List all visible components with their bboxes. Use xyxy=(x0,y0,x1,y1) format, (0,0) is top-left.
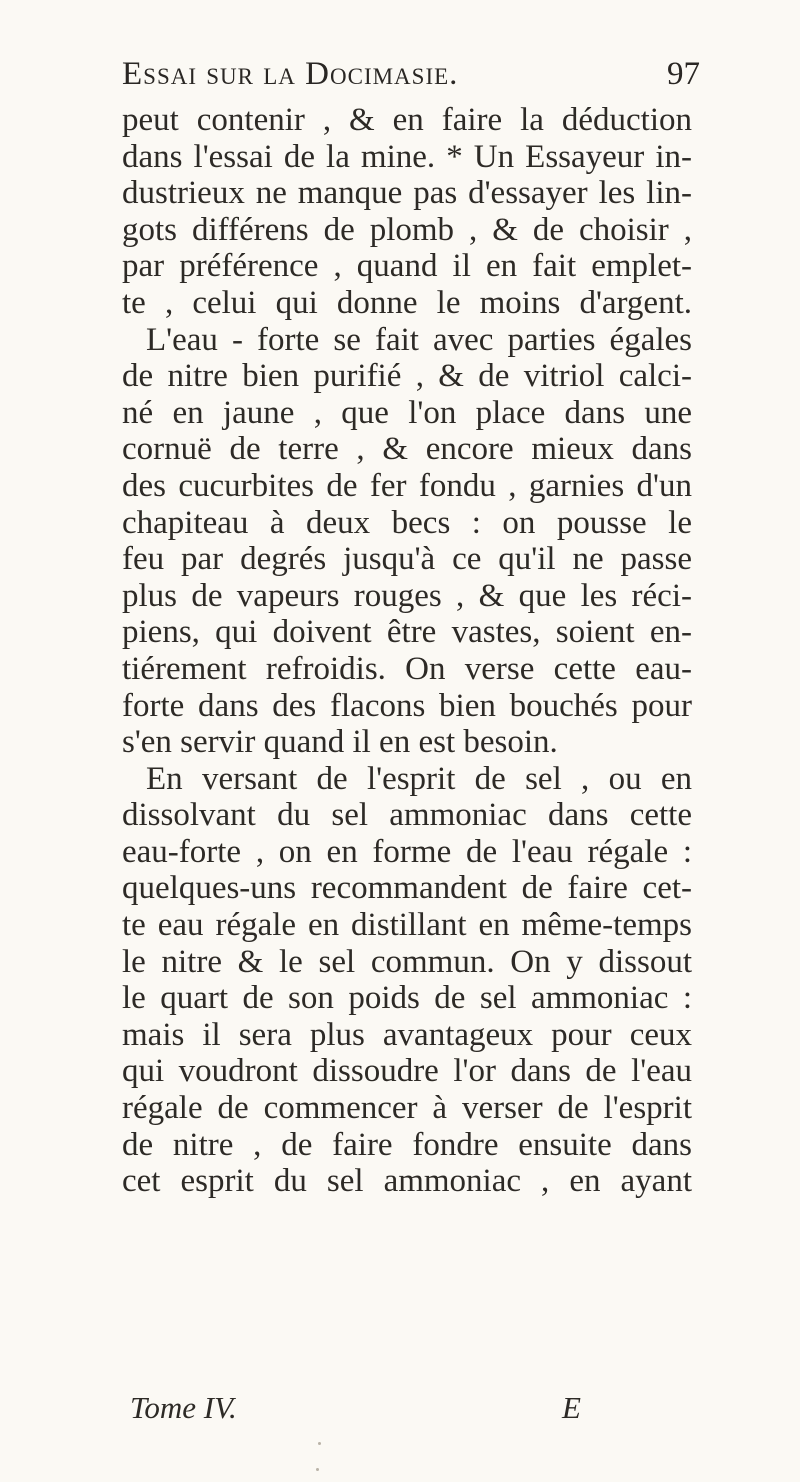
text-line: quelques-uns recommandent de faire cet- xyxy=(122,870,692,907)
text-line: cornuë de terre , & encore mieux dans xyxy=(122,431,692,468)
text-line: de nitre , de faire fondre ensuite dans xyxy=(122,1126,692,1163)
paper-speck xyxy=(316,1468,319,1471)
text-line: dustrieux ne manque pas d'essayer les lin- xyxy=(122,175,692,212)
text-line: chapiteau à deux becs : on pousse le xyxy=(122,504,692,541)
text-line: gots différens de plomb , & de choisir , xyxy=(122,211,692,248)
body-text xyxy=(122,102,692,1200)
volume-signature: Tome IV. xyxy=(130,1390,237,1425)
paper-speck xyxy=(318,1442,321,1445)
page-number: 97 xyxy=(667,56,700,92)
text-line: mais il sera plus avantageux pour ceux xyxy=(122,1016,692,1053)
text-line: cet esprit du sel ammoniac , en ayant xyxy=(122,1163,692,1200)
text-line: dans l'essai de la mine. * Un Essayeur in- xyxy=(122,138,692,175)
text-line: qui voudront dissoudre l'or dans de l'eau xyxy=(122,1053,692,1090)
text-line: piens, qui doivent être vastes, soient en- xyxy=(122,614,692,651)
text-line: des cucurbites de fer fondu , garnies d'un xyxy=(122,467,692,504)
gathering-signature: E xyxy=(562,1390,581,1425)
text-line: peut contenir , & en faire la déduction xyxy=(122,102,692,138)
text-line: forte dans des flacons bien bouchés pour xyxy=(122,687,692,724)
text-line: dissolvant du sel ammoniac dans cette xyxy=(122,797,692,834)
text-line: feu par degrés jusqu'à ce qu'il ne passe xyxy=(122,541,692,578)
text-line: te , celui qui donne le moins d'argent. xyxy=(122,284,692,321)
running-title: Essai sur la Docimasie. xyxy=(122,56,459,92)
text-line: eau-forte , on en forme de l'eau régale : xyxy=(122,833,692,870)
text-line: L'eau - forte se fait avec parties égales xyxy=(146,321,692,358)
text-line: régale de commencer à verser de l'esprit xyxy=(122,1090,692,1127)
text-line: de nitre bien purifié , & de vitriol calci- xyxy=(122,358,692,395)
text-line: par préférence , quand il en fait emplet- xyxy=(122,248,692,285)
text-line: né en jaune , que l'on place dans une xyxy=(122,394,692,431)
text-line: tiérement refroidis. On verse cette eau- xyxy=(122,650,692,687)
text-line: s'en servir quand il en est besoin. xyxy=(122,724,558,761)
text-line: le nitre & le sel commun. On y dissout xyxy=(122,943,692,980)
page-footer xyxy=(130,1390,670,1430)
text-line: te eau régale en distillant en même-temps xyxy=(122,907,692,944)
page-header xyxy=(100,56,700,100)
text-line: plus de vapeurs rouges , & que les réci- xyxy=(122,577,692,614)
text-line: En versant de l'esprit de sel , ou en xyxy=(146,760,692,797)
text-line: le quart de son poids de sel ammoniac : xyxy=(122,980,692,1017)
